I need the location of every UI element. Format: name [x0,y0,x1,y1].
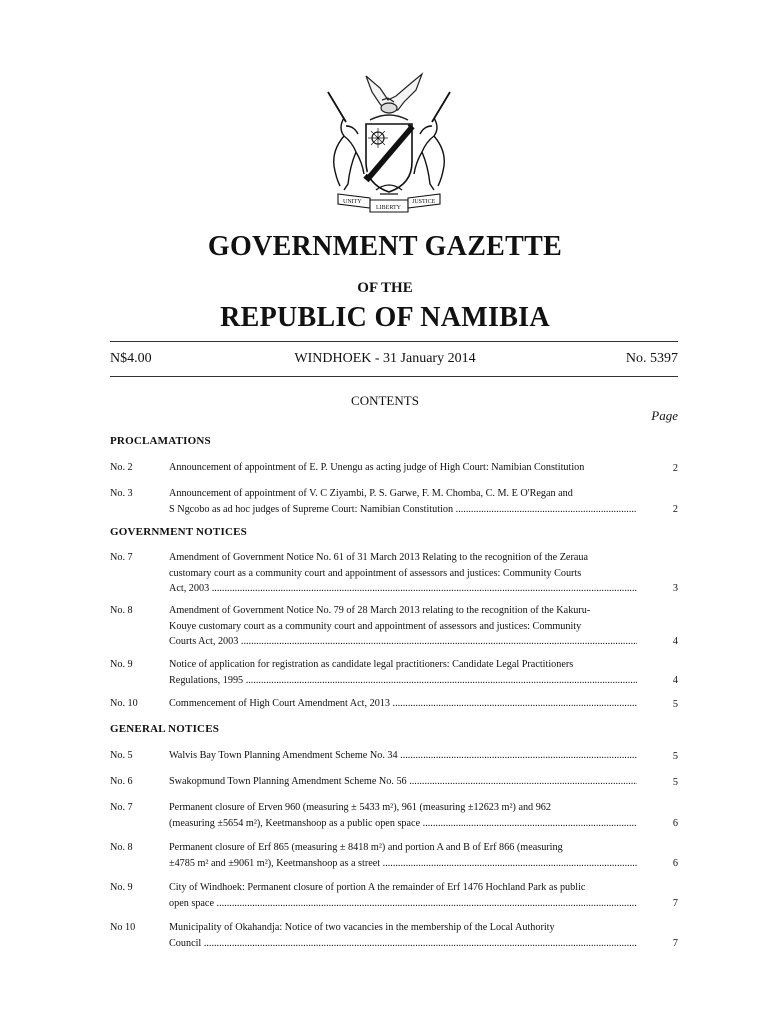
entry-line: Announcement of appointment of E. P. Unengu as acting judge of High Court: Namibian Constitution [169,462,585,473]
contents-entry [110,774,678,790]
entry-page: 2 [672,462,678,474]
place-date: WINDHOEK - 31 January 2014 [294,351,476,366]
eagle-icon [366,74,422,113]
entry-page: 5 [672,698,678,710]
contents-entry [110,657,678,688]
contents-entry [110,880,678,911]
entry-number: No. 7 [110,552,133,563]
shield-icon [366,124,412,192]
section-title: PROCLAMATIONS [110,435,211,447]
page-column-label: Page [651,408,678,423]
header-rule-top [110,341,678,342]
entry-line: ±4785 m² and ±9061 m²), Keetmanshoop as a street ..... [169,856,637,872]
entry-page: 5 [672,776,678,788]
contents-heading: CONTENTS [351,393,419,408]
entry-page: 7 [672,897,678,909]
entry-line: S Ngcobo as ad hoc judges of Supreme Court: Namibian Constitution ..... [169,502,637,518]
entry-number: No. 3 [110,488,133,499]
entry-line: Permanent closure of Erven 960 (measuring ± 5433 m²), 961 (measuring ±12623 m²) and 962 [169,802,551,813]
entry-line: Announcement of appointment of V. C Ziyambi, P. S. Garwe, F. M. Chomba, C. M. E O'Regan and [169,488,573,499]
entry-page: 2 [672,503,678,515]
entry-line: Council ..... [169,936,637,952]
contents-entry [110,800,678,831]
contents-entry [110,696,678,712]
entry-page: 6 [672,817,678,829]
oryx-supporter-right-icon [414,92,450,190]
entry-line: Swakopmund Town Planning Amendment Scheme No. 56 ..... [169,774,637,790]
entry-line: customary court as a community court and appointment of assessors and justices: Community Courts [169,567,582,579]
entry-number: No 10 [110,922,136,933]
entry-line: open space ..... [169,896,637,912]
entry-line: Walvis Bay Town Planning Amendment Scheme No. 34 ..... [169,748,637,764]
entry-page: 3 [672,582,678,594]
oryx-supporter-left-icon [328,92,364,190]
entry-page: 7 [672,937,678,949]
header-rule-bottom [110,376,678,377]
motto-justice: JUSTICE [412,199,436,205]
entry-line: Permanent closure of Erf 865 (measuring ± 8418 m²) and portion A and B of Erf 866 (measuring [169,842,563,853]
entry-line: Notice of application for registration as candidate legal practitioners: Candidate Legal Practitioners [169,659,574,670]
contents-entry [110,460,678,476]
entry-line: Kouye customary court as a community court and appointment of assessors and justices: Community [169,620,582,632]
section-title: GENERAL NOTICES [110,723,220,735]
gazette-title: GOVERNMENT GAZETTE [207,231,563,262]
coat-of-arms-emblem [318,62,460,220]
entry-line: Municipality of Okahandja: Notice of two vacancies in the membership of the Local Authority [169,922,555,933]
entry-line: Act, 2003 ..... [169,581,637,597]
entry-line: Commencement of High Court Amendment Act, 2013 ..... [169,696,637,712]
entry-page: 5 [672,750,678,762]
price: N$4.00 [110,351,152,366]
contents-entry [110,550,678,596]
motto-unity: UNITY [343,199,362,205]
issue-number: No. 5397 [625,351,678,366]
entry-number: No. 6 [110,776,133,787]
entry-number: No. 9 [110,659,133,670]
entry-line: (measuring ±5654 m²), Keetmanshoop as a public open space ..... [169,816,637,832]
entry-page: 4 [672,635,678,647]
contents-entry [110,748,678,764]
entry-line: Courts Act, 2003 ..... [169,634,637,650]
section-title: GOVERNMENT NOTICES [110,526,247,538]
entry-page: 6 [672,857,678,869]
entry-number: No. 9 [110,882,133,893]
entry-number: No. 5 [110,750,133,761]
motto-liberty: LIBERTY [376,205,401,211]
entry-line: Amendment of Government Notice No. 79 of 28 March 2013 relating to the recognition of the Kakuru- [169,605,591,616]
gazette-of-the: OF THE [357,280,413,296]
entry-number: No. 8 [110,842,133,853]
entry-line: Amendment of Government Notice No. 61 of 31 March 2013 Relating to the recognition of the Zeraua [169,552,588,563]
country-title: REPUBLIC OF NAMIBIA [220,302,550,333]
entry-number: No. 7 [110,802,133,813]
entry-number: No. 8 [110,605,133,616]
entry-line: Regulations, 1995 ..... [169,673,637,689]
entry-page: 4 [672,674,678,686]
entry-number: No. 10 [110,698,138,709]
contents-entry [110,840,678,871]
entry-number: No. 2 [110,462,133,473]
contents-entry [110,603,678,649]
contents-entry [110,920,678,951]
contents-entry [110,486,678,517]
entry-line: City of Windhoek: Permanent closure of portion A the remainder of Erf 1476 Hochland Park as public [169,882,586,893]
